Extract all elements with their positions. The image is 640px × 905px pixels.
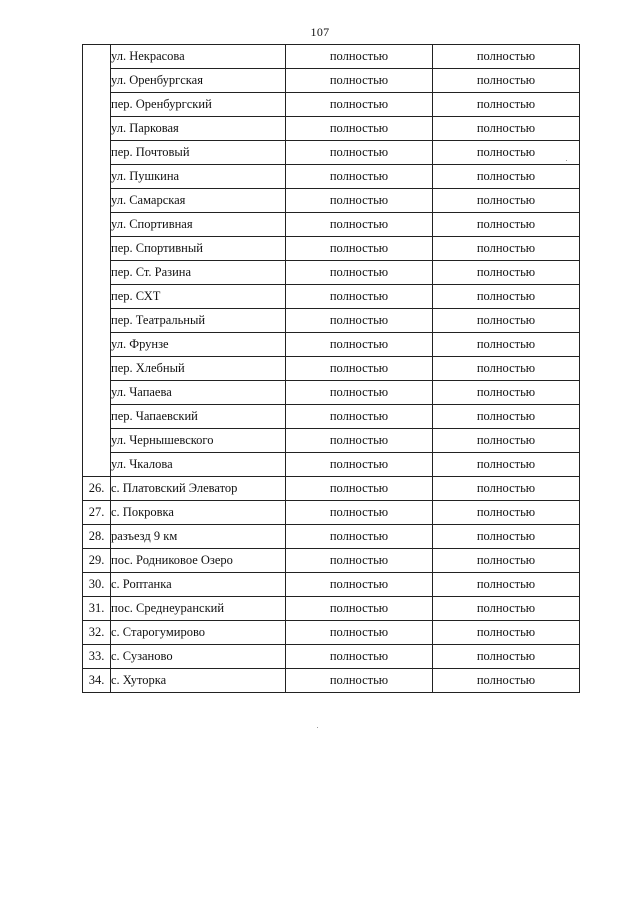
status-cell-1: полностью <box>286 117 433 141</box>
page-number: 107 <box>310 25 330 39</box>
row-number-cell: 31. <box>83 597 111 621</box>
street-name-cell: пер. СХТ <box>111 285 286 309</box>
status-cell-2: полностью <box>433 549 580 573</box>
street-name-cell: ул. Некрасова <box>111 45 286 69</box>
table-row <box>83 645 580 669</box>
settlement-name-cell: с. Хуторка <box>111 669 286 693</box>
table-row <box>83 237 580 261</box>
status-cell-2: полностью <box>433 429 580 453</box>
status-cell-2: полностью <box>433 285 580 309</box>
status-cell-2: полностью <box>433 93 580 117</box>
table-row <box>83 477 580 501</box>
scan-speck <box>317 727 318 728</box>
status-cell-2: полностью <box>433 165 580 189</box>
status-cell-2: полностью <box>433 405 580 429</box>
row-number-cell: 30. <box>83 573 111 597</box>
table-body <box>83 45 580 693</box>
table-row <box>83 93 580 117</box>
status-cell-1: полностью <box>286 213 433 237</box>
settlement-name-cell: с. Покровка <box>111 501 286 525</box>
street-name-cell: ул. Спортивная <box>111 213 286 237</box>
table-row <box>83 501 580 525</box>
status-cell-1: полностью <box>286 501 433 525</box>
street-name-cell: ул. Чкалова <box>111 453 286 477</box>
status-cell-1: полностью <box>286 453 433 477</box>
status-cell-1: полностью <box>286 645 433 669</box>
status-cell-1: полностью <box>286 165 433 189</box>
status-cell-1: полностью <box>286 477 433 501</box>
table-row <box>83 549 580 573</box>
settlement-name-cell: с. Старогумирово <box>111 621 286 645</box>
status-cell-1: полностью <box>286 333 433 357</box>
status-cell-2: полностью <box>433 69 580 93</box>
status-cell-2: полностью <box>433 261 580 285</box>
row-number-cell: 26. <box>83 477 111 501</box>
status-cell-1: полностью <box>286 573 433 597</box>
table-row <box>83 261 580 285</box>
table-row <box>83 285 580 309</box>
table-row <box>83 405 580 429</box>
table-row <box>83 189 580 213</box>
street-name-cell: пер. Чапаевский <box>111 405 286 429</box>
row-number-cell: 28. <box>83 525 111 549</box>
status-cell-2: полностью <box>433 621 580 645</box>
street-name-cell: пер. Ст. Разина <box>111 261 286 285</box>
table-row <box>83 45 580 69</box>
status-cell-1: полностью <box>286 525 433 549</box>
settlement-name-cell: пос. Среднеуранский <box>111 597 286 621</box>
status-cell-1: полностью <box>286 189 433 213</box>
status-cell-2: полностью <box>433 525 580 549</box>
street-name-cell: ул. Оренбургская <box>111 69 286 93</box>
status-cell-2: полностью <box>433 141 580 165</box>
status-cell-2: полностью <box>433 645 580 669</box>
status-cell-2: полностью <box>433 453 580 477</box>
settlement-name-cell: разъезд 9 км <box>111 525 286 549</box>
status-cell-2: полностью <box>433 381 580 405</box>
table-row <box>83 141 580 165</box>
status-cell-1: полностью <box>286 309 433 333</box>
settlement-name-cell: с. Платовский Элеватор <box>111 477 286 501</box>
status-cell-2: полностью <box>433 189 580 213</box>
table-row <box>83 453 580 477</box>
row-number-cell <box>83 45 111 477</box>
table-row <box>83 333 580 357</box>
street-name-cell: пер. Оренбургский <box>111 93 286 117</box>
settlements-table <box>82 44 580 693</box>
status-cell-1: полностью <box>286 93 433 117</box>
street-name-cell: пер. Спортивный <box>111 237 286 261</box>
table-row <box>83 525 580 549</box>
status-cell-1: полностью <box>286 141 433 165</box>
status-cell-2: полностью <box>433 117 580 141</box>
scan-speck <box>566 160 567 161</box>
status-cell-2: полностью <box>433 477 580 501</box>
table-row <box>83 69 580 93</box>
status-cell-1: полностью <box>286 69 433 93</box>
status-cell-1: полностью <box>286 381 433 405</box>
table-row <box>83 429 580 453</box>
table-row <box>83 573 580 597</box>
street-name-cell: ул. Фрунзе <box>111 333 286 357</box>
status-cell-1: полностью <box>286 549 433 573</box>
status-cell-2: полностью <box>433 669 580 693</box>
status-cell-2: полностью <box>433 213 580 237</box>
status-cell-2: полностью <box>433 501 580 525</box>
street-name-cell: ул. Чапаева <box>111 381 286 405</box>
status-cell-2: полностью <box>433 357 580 381</box>
status-cell-1: полностью <box>286 357 433 381</box>
row-number-cell: 34. <box>83 669 111 693</box>
status-cell-1: полностью <box>286 669 433 693</box>
street-name-cell: пер. Хлебный <box>111 357 286 381</box>
table-row <box>83 165 580 189</box>
table-row <box>83 381 580 405</box>
table-row <box>83 117 580 141</box>
table-row <box>83 213 580 237</box>
status-cell-2: полностью <box>433 573 580 597</box>
street-name-cell: ул. Парковая <box>111 117 286 141</box>
street-name-cell: ул. Чернышевского <box>111 429 286 453</box>
street-name-cell: ул. Пушкина <box>111 165 286 189</box>
table-row <box>83 669 580 693</box>
status-cell-1: полностью <box>286 429 433 453</box>
status-cell-1: полностью <box>286 45 433 69</box>
table-row <box>83 357 580 381</box>
status-cell-1: полностью <box>286 597 433 621</box>
row-number-cell: 33. <box>83 645 111 669</box>
status-cell-2: полностью <box>433 237 580 261</box>
table-row <box>83 621 580 645</box>
status-cell-2: полностью <box>433 45 580 69</box>
status-cell-1: полностью <box>286 621 433 645</box>
status-cell-1: полностью <box>286 237 433 261</box>
settlement-name-cell: с. Роптанка <box>111 573 286 597</box>
row-number-cell: 29. <box>83 549 111 573</box>
row-number-cell: 27. <box>83 501 111 525</box>
status-cell-2: полностью <box>433 309 580 333</box>
status-cell-2: полностью <box>433 597 580 621</box>
row-number-cell: 32. <box>83 621 111 645</box>
status-cell-1: полностью <box>286 261 433 285</box>
settlement-name-cell: пос. Родниковое Озеро <box>111 549 286 573</box>
settlement-name-cell: с. Сузаново <box>111 645 286 669</box>
street-name-cell: пер. Театральный <box>111 309 286 333</box>
table-row <box>83 597 580 621</box>
street-name-cell: пер. Почтовый <box>111 141 286 165</box>
table-row <box>83 309 580 333</box>
street-name-cell: ул. Самарская <box>111 189 286 213</box>
status-cell-1: полностью <box>286 405 433 429</box>
status-cell-1: полностью <box>286 285 433 309</box>
status-cell-2: полностью <box>433 333 580 357</box>
